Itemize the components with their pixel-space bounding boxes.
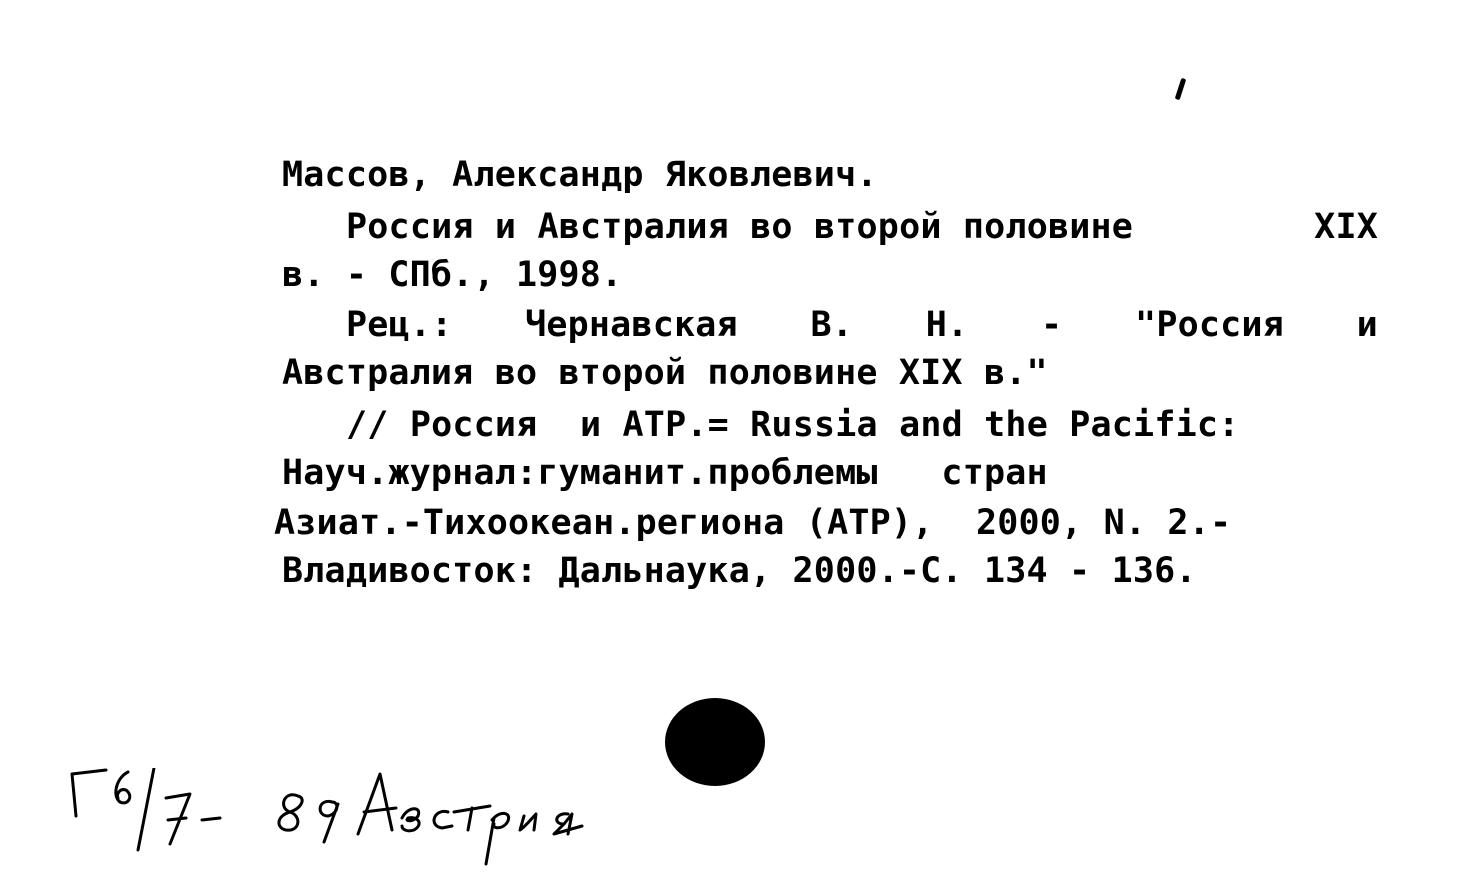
source-line-1: // Россия и АТР.= Russia and the Pacific: [346,405,1240,445]
title-text: Россия и Австралия во второй половине [346,207,1134,247]
reviewer-initial-2: Н. [925,305,969,345]
review-title-start: "Россия [1135,305,1284,345]
title-line-1 [346,207,1378,247]
review-title-conj: и [1356,305,1378,345]
source-line-2: Науч.журнал:гуманит.проблемы стран [282,453,1048,493]
review-label: Рец.: [346,305,453,345]
review-dash: - [1041,305,1063,345]
reviewer-initial-1: В. [810,305,854,345]
review-line-1 [346,305,1378,345]
review-line-2: Австралия во второй половине XIX в." [282,353,1048,393]
source-line-3: Азиат.-Тихоокеан.региона (АТР), 2000, N. 2.- [274,503,1232,543]
handwritten-shelfmark [62,768,622,868]
source-line-4: Владивосток: Дальнаука, 2000.-С. 134 - 136. [282,551,1197,591]
title-century: XIX [1314,207,1378,247]
reviewer-surname: Чернавская [525,305,738,345]
stray-ink-mark [1175,78,1187,100]
title-line-2: в. - СПб., 1998. [282,255,623,295]
author-line: Массов, Александр Яковлевич. [282,155,878,195]
punch-hole [665,698,765,786]
